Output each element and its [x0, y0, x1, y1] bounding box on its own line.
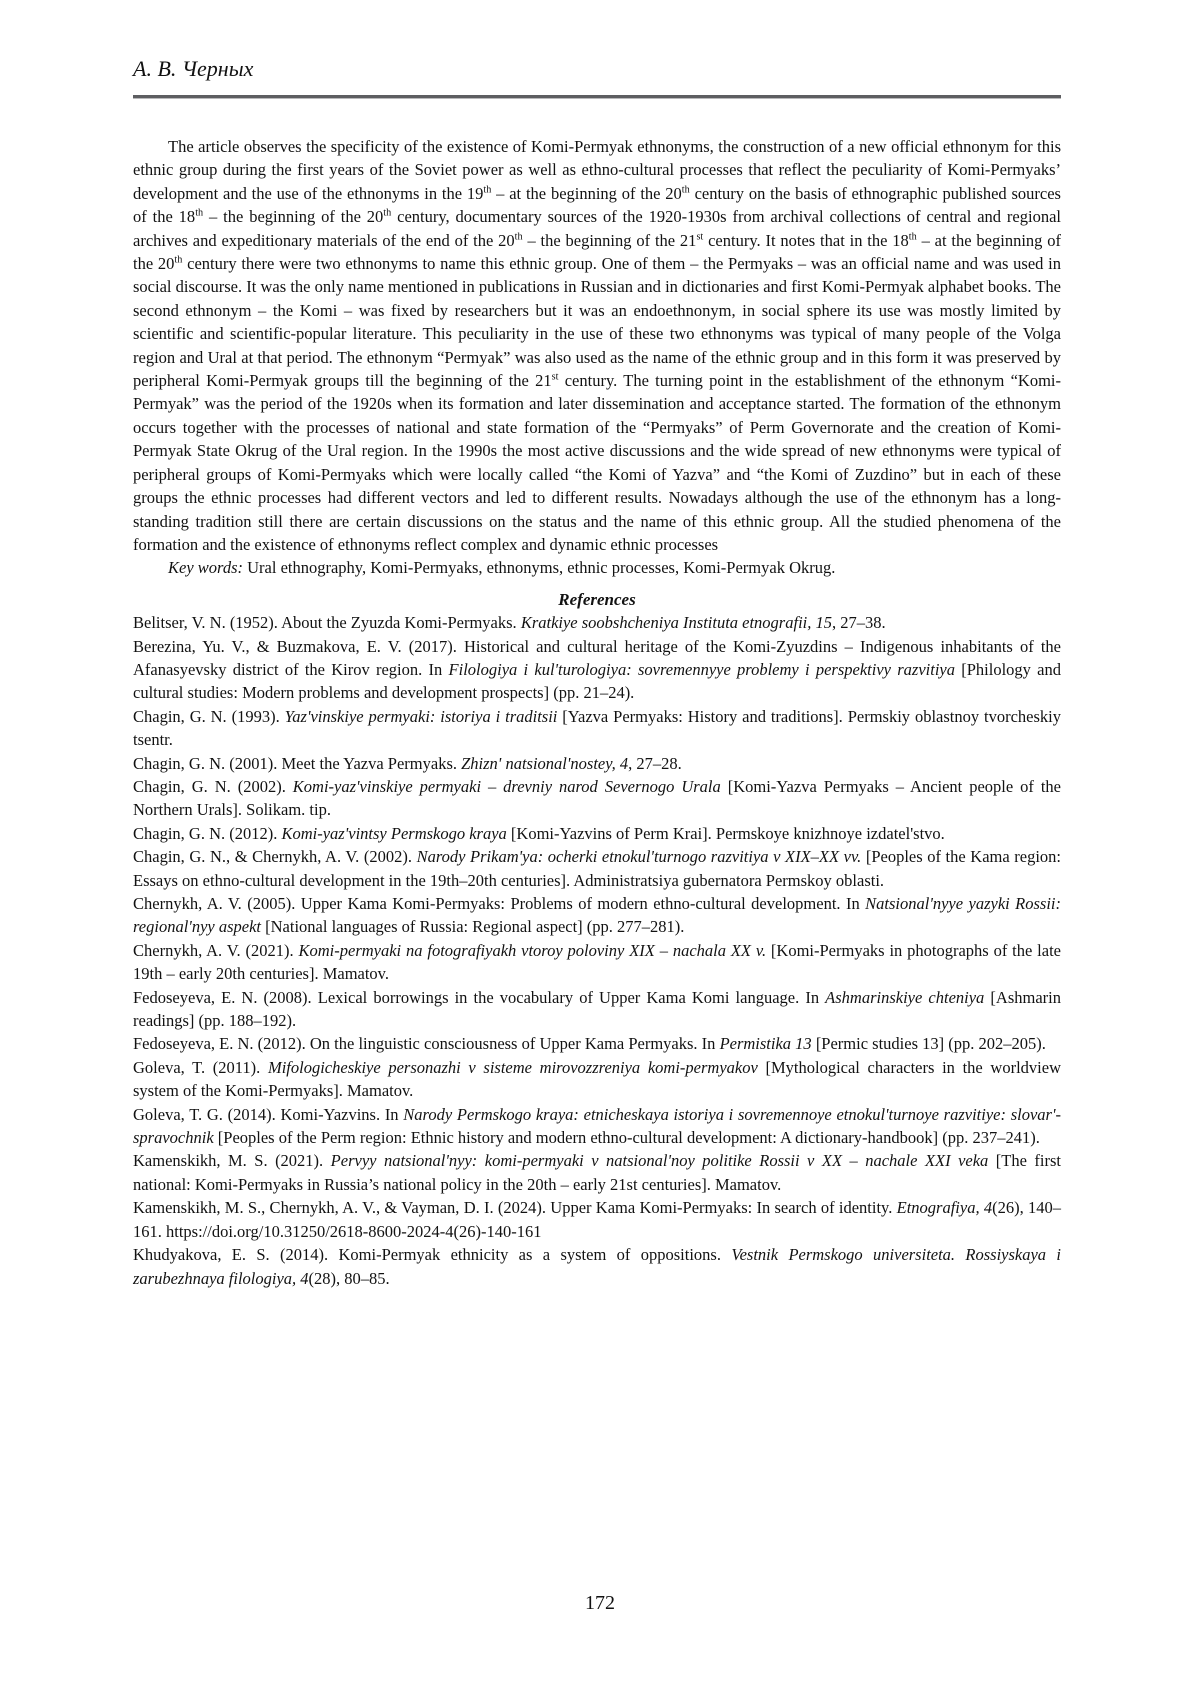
- text-segment: Vestnik Permskogo universiteta. Rossiyskaya i zarubezhnaya filologiya, 4: [133, 1245, 1062, 1288]
- text-segment: Kamenskikh, M. S., Chernykh, A. V., & Vayman, D. I. (2024). Upper Kama Komi-Permyaks: In search of identity.: [133, 1198, 897, 1218]
- page-header: [133, 56, 1061, 99]
- text-segment: – the beginning of the 20: [203, 207, 384, 227]
- text-segment: Chagin, G. N. (2001). Meet the Yazva Permyaks.: [133, 753, 462, 773]
- text-segment: Zhizn' natsional'nostey, 4: [461, 753, 629, 773]
- reference-entry: [133, 705, 1061, 752]
- text-segment: Kamenskikh, M. S. (2021).: [133, 1151, 331, 1171]
- running-head-author: А. В. Черных: [133, 56, 254, 81]
- text-segment: Yaz'vinskiye permyaki: istoriya i traditsii: [284, 706, 558, 726]
- text-segment: st: [551, 371, 559, 383]
- reference-entry: [133, 1243, 1061, 1290]
- text-segment: [Peoples of the Perm region: Ethnic history and modern ethno-cultural development: A dictionary-handbook] (pp. 237–241).: [213, 1128, 1040, 1148]
- reference-entry: [133, 939, 1061, 986]
- text-segment: [Philology and cultural studies: Modern problems and development prospects] (pp. 21–24).: [133, 659, 1061, 703]
- keywords-line: [133, 556, 1061, 579]
- text-segment: – the beginning of the 21: [522, 230, 697, 250]
- text-segment: Permistika 13: [719, 1034, 812, 1054]
- text-segment: Komi-yaz'vinskiye permyaki – drevniy narod Severnogo Urala: [292, 776, 721, 796]
- text-segment: Fedoseyeva, E. N. (2012). On the linguistic consciousness of Upper Kama Permyaks. In: [133, 1034, 720, 1054]
- reference-entry: [133, 1032, 1061, 1055]
- text-segment: Pervyy natsional'nyy: komi-permyaki v natsional'noy politike Rossii v XX – nachale XXI veka: [330, 1151, 989, 1171]
- reference-entry: [133, 986, 1061, 1033]
- reference-entry: [133, 1149, 1061, 1196]
- text-segment: Chagin, G. N., & Chernykh, A. V. (2002).: [133, 847, 417, 867]
- text-segment: century on the basis of ethnographic published sources of the 18: [133, 183, 1061, 227]
- text-segment: Narody Permskogo kraya: etnicheskaya istoriya i sovremennoye etnokul'turnoye razvitiye: slovar'-spravochnik: [133, 1104, 1061, 1148]
- text-segment: Berezina, Yu. V., & Buzmakova, E. V. (2017). Historical and cultural heritage of the Komi-Zyuzdins – Indigenous inhabitants of the Afanasyevsky district of the Kirov region. In: [133, 636, 1061, 679]
- text-segment: – at the beginning of the 20: [133, 230, 1061, 274]
- text-segment: Fedoseyeva, E. N. (2008). Lexical borrowings in the vocabulary of Upper Kama Komi language. In: [133, 987, 826, 1007]
- text-segment: , 27–28.: [628, 753, 682, 773]
- text-segment: Ashmarinskiye chteniya: [825, 987, 985, 1007]
- header-rule: [133, 95, 1061, 99]
- reference-entry: [133, 1196, 1061, 1243]
- text-segment: th: [681, 184, 690, 196]
- text-segment: Chernykh, A. V. (2005). Upper Kama Komi-Permyaks: Problems of modern ethno-cultural development. In: [133, 894, 866, 913]
- keywords-text: Ural ethnography, Komi-Permyaks, ethnonyms, ethnic processes, Komi-Permyak Okrug.: [243, 558, 836, 578]
- text-segment: Chernykh, A. V. (2021).: [133, 940, 299, 960]
- keywords-label: Key words:: [168, 558, 244, 578]
- text-segment: , 27–38.: [831, 613, 886, 633]
- text-segment: Komi-yaz'vintsy Permskogo kraya: [281, 823, 507, 843]
- reference-entry: [133, 845, 1061, 892]
- reference-entry: [133, 775, 1061, 822]
- text-segment: Chagin, G. N. (2002).: [133, 776, 293, 796]
- text-segment: Belitser, V. N. (1952). About the Zyuzda Komi-Permyaks.: [133, 613, 521, 633]
- text-segment: Natsional'nyye yazyki Rossii: regional'nyy aspekt: [133, 894, 1061, 937]
- text-segment: [Peoples of the Kama region: Essays on ethno-cultural development in the 19th–20th centuries]. Administratsiya gubernatora Permskoy oblasti.: [133, 847, 1062, 890]
- text-segment: Etnografiya, 4: [896, 1198, 993, 1218]
- text-segment: th: [514, 231, 523, 243]
- text-segment: (28), 80–85.: [308, 1268, 390, 1288]
- abstract-paragraph: [133, 135, 1061, 556]
- text-segment: century. The turning point in the establishment of the ethnonym “Komi-Permyak” was the period of the 1920s when its formation and later dissemination and acceptance started. The formation of the ethnonym occurs together with the processes of national and state formation of the “Permyaks” of Perm Governorate and the creation of Komi-Permyak State Okrug of the Ural region. In the 1990s the most active discussions and the wide spread of new ethnonyms were typical of peripheral groups of Komi-Permyaks which were locally called “the Komi of Yazva” and “the Komi of Zuzdino” but in each of these groups the ethnic processes had different vectors and led to different results. Nowadays although the use of the ethnonym has a long-standing tradition still there are certain discussions on the status and the name of this ethnic group. All the studied phenomena of the formation and the existence of ethnonyms reflect complex and dynamic ethnic processes: [133, 371, 1061, 554]
- text-segment: Chagin, G. N. (2012).: [133, 823, 282, 843]
- text-segment: Goleva, T. G. (2014). Komi-Yazvins. In: [133, 1104, 404, 1124]
- text-segment: Narody Prikam'ya: ocherki etnokul'turnogo razvitiya v XIX–XX vv.: [416, 847, 862, 867]
- text-segment: Mifologicheskiye personazhi v sisteme mirovozzreniya komi-permyakov: [267, 1057, 758, 1077]
- text-segment: th: [383, 207, 392, 219]
- references-heading: References: [558, 589, 636, 609]
- text-segment: [Komi-Yazvins of Perm Krai]. Permskoye knizhnoye izdatel'stvo.: [506, 823, 945, 843]
- text-segment: Filologiya i kul'turologiya: sovremennyye problemy i perspektivy razvitiya: [448, 659, 955, 679]
- text-segment: [The first national: Komi-Permyaks in Russia’s national policy in the 20th – early 21st centuries]. Mamatov.: [133, 1151, 1062, 1194]
- text-segment: [Ashmarin readings] (pp. 188–192).: [133, 987, 1061, 1031]
- text-segment: Chagin, G. N. (1993).: [133, 706, 285, 726]
- text-segment: [Permic studies 13] (pp. 202–205).: [811, 1034, 1046, 1054]
- text-segment: [Yazva Permyaks: History and traditions]. Permskiy oblastnoy tvorcheskiy tsentr.: [133, 706, 1061, 750]
- text-segment: Goleva, T. (2011).: [133, 1057, 268, 1077]
- text-segment: [Komi-Permyaks in photographs of the late 19th – early 20th centuries]. Mamatov.: [133, 940, 1062, 984]
- text-segment: century, documentary sources of the 1920-1930s from archival collections of central and regional archives and expeditionary materials of the end of the 20: [133, 207, 1061, 250]
- page-number: 172: [585, 1592, 615, 1614]
- text-segment: th: [483, 184, 492, 196]
- reference-entry: [133, 752, 1061, 775]
- text-segment: th: [195, 207, 204, 219]
- text-segment: century. It notes that in the 18: [703, 230, 909, 250]
- text-segment: st: [696, 231, 704, 243]
- text-segment: Kratkiye soobshcheniya Instituta etnografii, 15: [520, 613, 832, 633]
- text-segment: [National languages of Russia: Regional aspect] (pp. 277–281).: [261, 917, 685, 937]
- reference-entry: [133, 611, 1061, 634]
- text-segment: th: [174, 254, 183, 266]
- text-segment: (26), 140–161. https://doi.org/10.31250/2618-8600-2024-4(26)-140-161: [133, 1198, 1062, 1241]
- reference-entry: [133, 1103, 1061, 1150]
- reference-entry: [133, 892, 1061, 939]
- text-segment: – at the beginning of the 20: [491, 183, 682, 203]
- references-list: [133, 611, 1061, 1290]
- reference-entry: [133, 822, 1061, 845]
- text-segment: Komi-permyaki na fotografiyakh vtoroy poloviny XIX – nachala XX v.: [298, 940, 767, 960]
- text-segment: Khudyakova, E. S. (2014). Komi-Permyak ethnicity as a system of oppositions.: [133, 1245, 732, 1265]
- text-segment: [Komi-Yazva Permyaks – Ancient people of the Northern Urals]. Solikam. tip.: [133, 776, 1061, 820]
- reference-entry: [133, 1056, 1061, 1103]
- reference-entry: [133, 635, 1061, 705]
- text-segment: th: [908, 231, 917, 243]
- text-column: [133, 0, 1061, 1290]
- text-segment: The article observes the specificity of the existence of Komi-Permyak ethnonyms, the construction of a new official ethnonym for this ethnic group during the first years of the Soviet power as well as ethno-cultural processes that reflect the peculiarity of Komi-Permyaks’ development and the use of the ethnonyms in the 19: [133, 137, 1061, 203]
- text-segment: century there were two ethnonyms to name this ethnic group. One of them – the Permyaks – was an official name and was used in social discourse. It was the only name mentioned in publications in Russian and in dictionaries and first Komi-Permyak alphabet books. The second ethnonym – the Komi – was fixed by researchers but it was an endoethnonym, in social sphere its use was mostly limited by scientific and scientific-popular literature. This peculiarity in the use of these two ethnonyms was typical of many people of the Volga region and Ural at that period. The ethnonym “Permyak” was also used as the name of the ethnic group and in this form it was preserved by peripheral Komi-Permyak groups till the beginning of the 21: [133, 254, 1061, 391]
- text-segment: [Mythological characters in the worldview system of the Komi-Permyaks]. Mamatov.: [133, 1057, 1061, 1101]
